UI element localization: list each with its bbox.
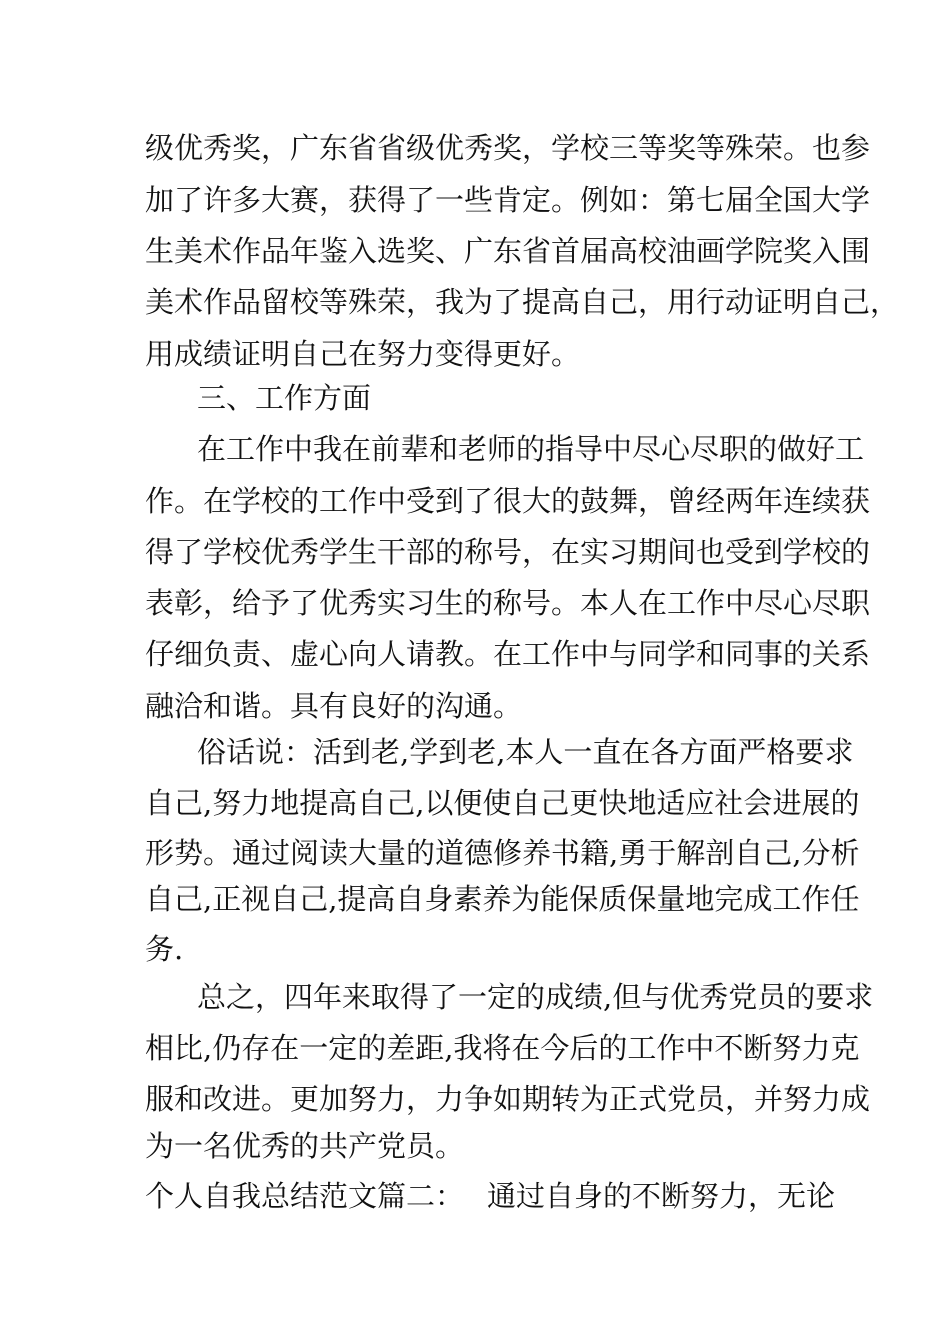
body-text-line: 表彰，给予了优秀实习生的称号。本人在工作中尽心尽职 (145, 586, 871, 620)
body-text-line: 融洽和谐。具有良好的沟通。 (145, 689, 523, 723)
body-text-line: 仔细负责、虚心向人请教。在工作中与同学和同事的关系 (145, 637, 871, 671)
body-text-line: 自己,努力地提高自己,以便使自己更快地适应社会进展的 (145, 786, 860, 820)
body-text-line: 级优秀奖，广东省省级优秀奖，学校三等奖等殊荣。也参 (145, 131, 871, 165)
body-text-line: 相比,仍存在一定的差距,我将在今后的工作中不断努力克 (145, 1031, 860, 1065)
body-text-line: 务. (145, 932, 184, 966)
paragraph-first-line: 总之，四年来取得了一定的成绩,但与优秀党员的要求 (197, 980, 874, 1014)
body-text-line: 加了许多大赛，获得了一些肯定。例如：第七届全国大学 (145, 183, 871, 217)
body-text-line: 用成绩证明自己在努力变得更好。 (145, 337, 581, 371)
paragraph-first-line: 在工作中我在前辈和老师的指导中尽心尽职的做好工 (197, 432, 865, 466)
body-text-line: 形势。通过阅读大量的道德修养书籍,勇于解剖自己,分析 (145, 836, 860, 870)
body-text-line: 作。在学校的工作中受到了很大的鼓舞，曾经两年连续获 (145, 484, 871, 518)
body-text-line: 自己,正视自己,提高自身素养为能保质保量地完成工作任 (145, 882, 860, 916)
body-text-line: 生美术作品年鉴入选奖、广东省首届高校油画学院奖入围 (145, 234, 871, 268)
section-title: 个人自我总结范文篇二： (145, 1179, 465, 1213)
body-text-line: 为一名优秀的共产党员。 (145, 1129, 465, 1163)
body-text-line: 美术作品留校等殊荣，我为了提高自己，用行动证明自己， (145, 285, 900, 319)
section-start-text: 通过自身的不断努力，无论 (487, 1179, 836, 1213)
section-heading: 三、工作方面 (197, 381, 372, 415)
paragraph-first-line: 俗话说：活到老,学到老,本人一直在各方面严格要求 (197, 735, 854, 769)
body-text-line: 服和改进。更加努力，力争如期转为正式党员，并努力成 (145, 1082, 871, 1116)
body-text-line: 得了学校优秀学生干部的称号，在实习期间也受到学校的 (145, 535, 871, 569)
section-title-row (145, 1176, 836, 1216)
